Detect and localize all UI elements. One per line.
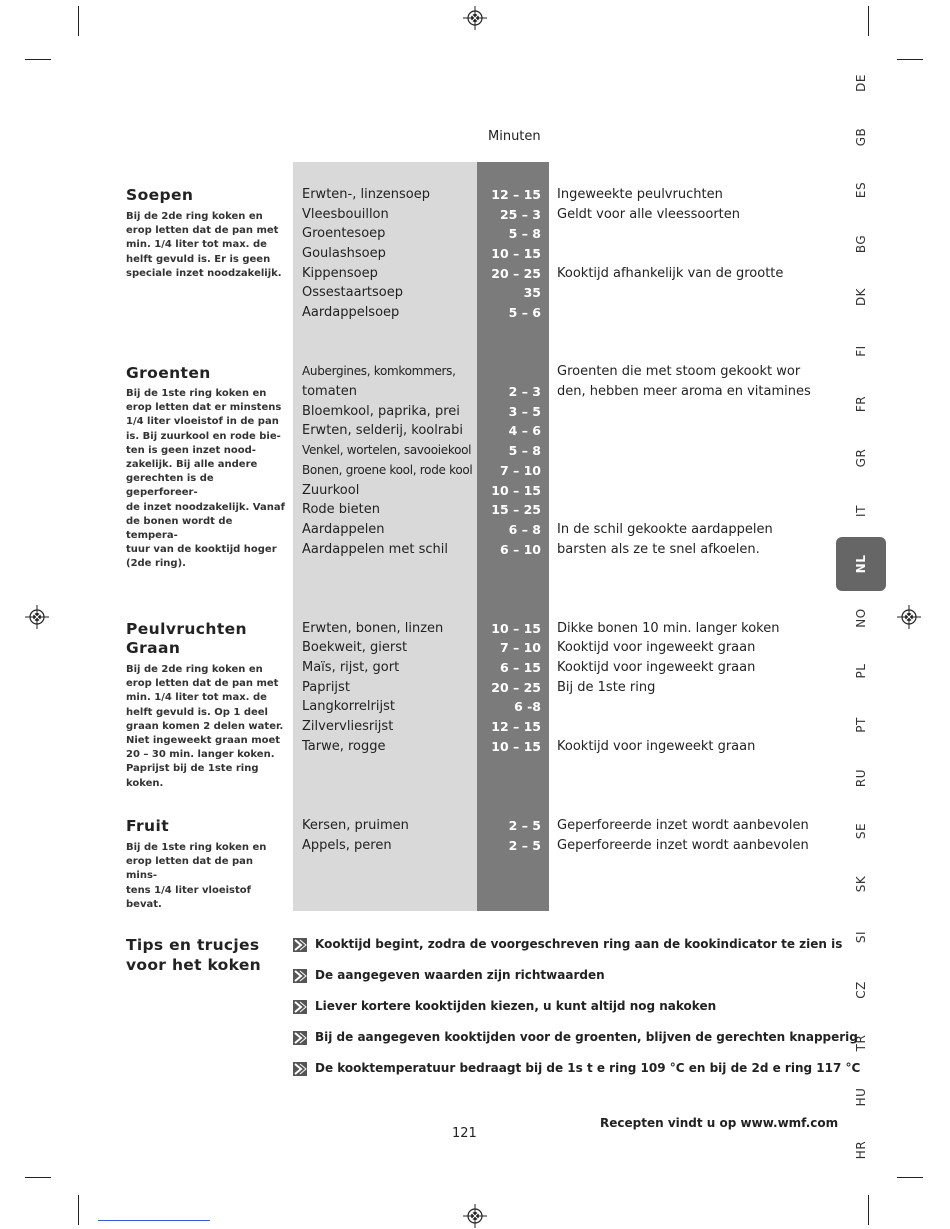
cooking-minutes: 6 – 15 [499,660,541,675]
language-tab-it[interactable]: IT [854,505,868,517]
row-note: Geperforeerde inzet wordt aanbevolen [557,818,809,833]
table-row [0,483,950,503]
crop-mark [897,1177,923,1178]
table-row [0,739,950,759]
tip-text: De kooktemperatuur bedraagt bij de 1s t e ring 109 °C en bij de 2d e ring 117 °C [315,1061,861,1075]
table-row [0,502,950,522]
cooking-minutes: 10 – 15 [491,621,541,636]
table-row [0,285,950,305]
food-name: Ossestaartsoep [302,285,403,300]
cooking-minutes: 10 – 15 [491,246,541,261]
language-tab-bg[interactable]: BG [854,234,868,254]
food-name: Tarwe, rogge [302,739,386,754]
food-name: Boekweit, gierst [302,640,408,655]
table-row [0,463,950,483]
section-title-peulvruchten-graan: Peulvruchten Graan [126,620,247,657]
tip-text: Bij de aangegeven kooktijden voor de groenten, blijven de gerechten knapperig [315,1030,858,1044]
cooking-minutes: 2 – 5 [508,838,541,853]
cooking-minutes: 25 – 3 [499,207,541,222]
table-row [0,364,950,384]
food-name: tomaten [302,384,358,399]
language-tab-es[interactable]: ES [854,181,868,199]
cooking-minutes: 3 – 5 [508,404,541,419]
food-name: Langkorrelrijst [302,699,395,714]
tips-title: Tips en trucjes voor het koken [126,936,261,974]
crop-mark [25,59,51,60]
table-row [0,226,950,246]
blue-line [98,1220,210,1221]
cooking-minutes: 5 – 8 [508,226,541,241]
tip-item [293,1030,858,1048]
row-note: Kooktijd voor ingeweekt graan [557,640,756,655]
table-row [0,680,950,700]
section-title-soepen: Soepen [126,186,194,204]
language-tab-cz[interactable]: CZ [854,981,868,999]
food-name: Groentesoep [302,226,386,241]
food-name: Aardappelsoep [302,305,400,320]
language-tab-hu[interactable]: HU [854,1087,868,1107]
language-tab-de[interactable]: DE [854,74,868,92]
food-name: Vleesbouillon [302,207,389,222]
food-name: Aardappelen met schil [302,542,448,557]
cooking-minutes: 6 – 10 [499,542,541,557]
row-note: Kooktijd voor ingeweekt graan [557,739,756,754]
food-name: Aubergines, komkommers, [302,364,456,378]
food-name: Erwten, selderij, koolrabi [302,423,464,438]
row-note: Groenten die met stoom gekookt wor [557,364,801,379]
food-name: Zuurkool [302,483,360,498]
row-note: Kooktijd voor ingeweekt graan [557,660,756,675]
tip-text: Liever kortere kooktijden kiezen, u kunt altijd nog nakoken [315,999,717,1013]
section-description-fruit: Bij de 1ste ring koken en erop letten dat de pan mins- tens 1/4 liter vloeistof bevat. [126,842,267,910]
row-note: den, hebben meer aroma en vitamines [557,384,811,399]
cooking-minutes: 35 [523,285,541,300]
cooking-minutes: 5 – 6 [508,305,541,320]
food-name: Appels, peren [302,838,392,853]
table-row [0,640,950,660]
tip-item [293,937,843,955]
food-name: Erwten, bonen, linzen [302,621,444,636]
row-note: Kooktijd afhankelijk van de grootte [557,266,784,281]
registration-mark-icon [463,1204,487,1228]
tip-text: Kooktijd begint, zodra de voorgeschreven ring aan de kookindicator te zien is [315,937,843,951]
table-row [0,699,950,719]
food-name: Goulashsoep [302,246,386,261]
tip-item [293,968,813,986]
row-note: In de schil gekookte aardappelen [557,522,773,537]
tip-text: De aangegeven waarden zijn richtwaarden [315,968,605,982]
crop-mark [868,1195,869,1225]
language-tab-fr[interactable]: FR [854,395,868,413]
arrow-bullet-icon [293,1031,307,1045]
table-row [0,522,950,542]
table-row [0,384,950,404]
food-name: Erwten-, linzensoep [302,187,430,202]
tip-item [293,999,813,1017]
crop-mark [897,59,923,60]
arrow-bullet-icon [293,1062,307,1076]
table-row [0,542,950,562]
crop-mark [78,1195,79,1225]
cooking-minutes: 6 -8 [514,699,541,714]
language-tab-nl[interactable]: NL [836,537,886,591]
table-row [0,818,950,838]
row-note: Ingeweekte peulvruchten [557,187,723,202]
food-name: Bloemkool, paprika, prei [302,404,460,419]
table-row [0,838,950,858]
language-tab-no[interactable]: NO [854,608,868,628]
food-name: Bonen, groene kool, rode kool [302,463,473,477]
language-tab-fi[interactable]: FI [854,345,868,357]
table-row [0,404,950,424]
food-name: Kersen, pruimen [302,818,409,833]
language-tab-sk[interactable]: SK [854,875,868,893]
food-name: Kippensoep [302,266,378,281]
language-tab-hr[interactable]: HR [854,1140,868,1160]
language-tab-tr[interactable]: TR [854,1034,868,1052]
cooking-minutes: 2 – 3 [508,384,541,399]
crop-mark [78,6,79,36]
page-number: 121 [452,1126,477,1141]
recipes-link-text: Recepten vindt u op www.wmf.com [600,1116,839,1130]
table-row [0,423,950,443]
cooking-minutes: 20 – 25 [491,680,541,695]
table-row [0,266,950,286]
food-name: Rode bieten [302,502,380,517]
table-row [0,305,950,325]
food-name: Maïs, rijst, gort [302,660,400,675]
language-tab-gr[interactable]: GR [854,448,868,468]
cooking-minutes: 12 – 15 [491,719,541,734]
cooking-minutes: 10 – 15 [491,739,541,754]
cooking-minutes: 20 – 25 [491,266,541,281]
registration-mark-icon [463,6,487,30]
row-note: barsten als ze te snel afkoelen. [557,542,760,557]
section-title-groenten: Groenten [126,364,211,382]
table-row [0,719,950,739]
table-row [0,187,950,207]
arrow-bullet-icon [293,969,307,983]
language-tab-pt[interactable]: PT [854,717,868,733]
food-name: Venkel, wortelen, savooiekool [302,443,472,457]
food-name: Aardappelen [302,522,385,537]
section-description-peulvruchten-graan: Bij de 2de ring koken en erop letten dat de pan met min. 1/4 liter tot max. de helft gevuld is. Op 1 deel graan komen 2 delen water. Niet ingeweekt graan moet 20 – 30 min. langer koken. Paprijst bij de 1ste ring koken. [126,664,284,789]
cooking-minutes: 12 – 15 [491,187,541,202]
crop-mark [25,1177,51,1178]
cooking-minutes: 5 – 8 [508,443,541,458]
crop-mark [868,6,869,36]
cooking-minutes: 15 – 25 [491,502,541,517]
cooking-minutes: 6 – 8 [508,522,541,537]
arrow-bullet-icon [293,938,307,952]
row-note: Dikke bonen 10 min. langer koken [557,621,780,636]
cooking-minutes: 2 – 5 [508,818,541,833]
language-tab-pl[interactable]: PL [854,663,868,679]
table-row [0,207,950,227]
minutes-header: Minuten [488,129,541,144]
language-tab-dk[interactable]: DK [854,287,868,307]
cooking-minutes: 7 – 10 [499,463,541,478]
language-tab-gb[interactable]: GB [854,127,868,147]
table-row [0,443,950,463]
cooking-minutes: 7 – 10 [499,640,541,655]
language-tab-si[interactable]: SI [854,930,868,944]
section-title-fruit: Fruit [126,817,169,835]
table-row [0,246,950,266]
tip-item [293,1061,861,1079]
row-note: Geperforeerde inzet wordt aanbevolen [557,838,809,853]
food-name: Zilvervliesrijst [302,719,394,734]
section-description-soepen: Bij de 2de ring koken en erop letten dat de pan met min. 1/4 liter tot max. de helft gevuld is. Er is geen speciale inzet noodzakelijk. [126,211,282,279]
table-row [0,660,950,680]
table-row [0,621,950,641]
language-tab-ru[interactable]: RU [854,768,868,788]
row-note: Bij de 1ste ring [557,680,656,695]
row-note: Geldt voor alle vleessoorten [557,207,740,222]
cooking-minutes: 10 – 15 [491,483,541,498]
food-name: Paprijst [302,680,350,695]
language-tab-se[interactable]: SE [854,822,868,840]
section-description-groenten: Bij de 1ste ring koken en erop letten dat er minstens 1/4 liter vloeistof in de pan is. Bij zuurkool en rode bie- ten is geen inzet nood- zakelijk. Bij alle andere gerechten is de geperforeer- de inzet noodzakelijk. Vanaf de bonen wordt de tempera- tuur van de kooktijd hoger (2de ring). [126,388,285,570]
arrow-bullet-icon [293,1000,307,1014]
cooking-minutes: 4 – 6 [508,423,541,438]
